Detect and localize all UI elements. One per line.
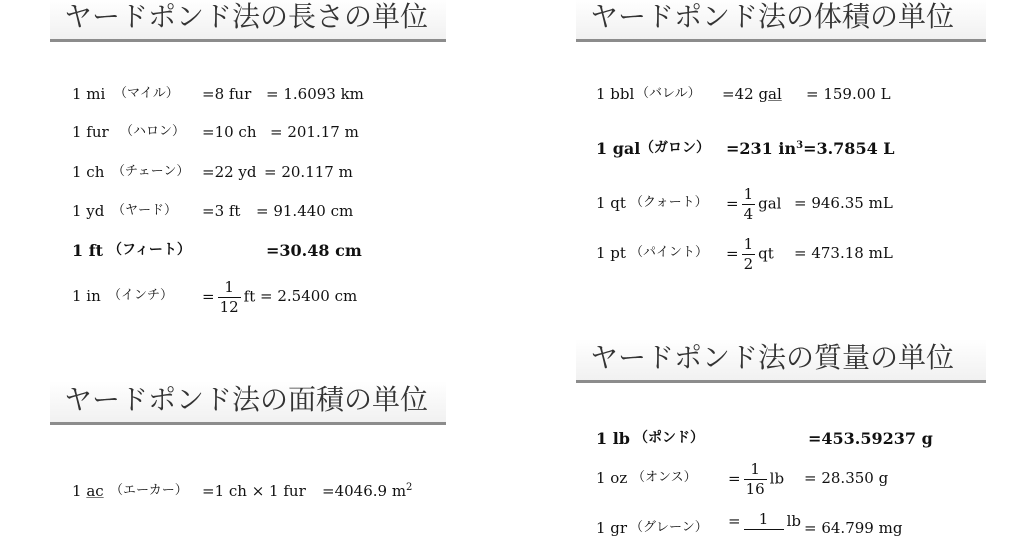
fraction-denominator: 4	[743, 205, 754, 223]
unit: 1 oz	[596, 469, 628, 487]
metric-value: = 20.117 m	[264, 163, 353, 181]
unit-name: （バレル）	[636, 86, 701, 101]
fraction-numerator: 1	[758, 510, 769, 528]
unit-name: （グレーン）	[630, 520, 708, 535]
unit-name: （インチ）	[108, 288, 174, 303]
fraction-unit: ft	[243, 287, 256, 306]
fraction-denominator	[744, 529, 784, 532]
unit-name: （オンス）	[632, 470, 697, 485]
fraction	[744, 462, 767, 497]
fraction-numerator: 1	[224, 278, 234, 296]
metric-value: = 159.00 L	[806, 85, 891, 103]
metric-value: = 91.440 cm	[256, 202, 354, 220]
area-section-title: ヤードポンド法の面積の単位	[50, 381, 446, 425]
unit-name: （チェーン）	[112, 164, 190, 179]
mass-section-title: ヤードポンド法の質量の単位	[576, 339, 986, 383]
equivalent: =22 yd	[202, 163, 257, 181]
equivalent: =1 ch × 1 fur	[202, 482, 306, 500]
metric-value	[322, 484, 412, 499]
metric-value: = 1.6093 km	[266, 85, 364, 103]
equivalent-number: =42	[722, 85, 754, 103]
equivalent	[728, 462, 784, 497]
unit: 1 bbl	[596, 85, 635, 103]
unit-abbreviation: ac	[86, 482, 104, 500]
equivalent	[726, 187, 781, 222]
metric-value: = 64.799 mg	[804, 519, 903, 537]
unit: 1 pt	[596, 244, 626, 262]
unit: 1 lb	[596, 429, 630, 448]
fraction-denominator: 2	[743, 255, 754, 273]
fraction-numerator: 1	[750, 460, 760, 478]
unit: 1 gr	[596, 519, 628, 537]
metric-value: = 28.350 g	[804, 469, 889, 487]
metric-number: =4046.9 m	[322, 482, 407, 500]
unit-name: （クォート）	[630, 195, 708, 210]
superscript: 3	[796, 140, 804, 151]
fraction-denominator: 16	[745, 480, 765, 498]
fraction-unit: lb	[786, 512, 801, 530]
fraction	[744, 512, 784, 532]
equivalent	[726, 237, 774, 272]
unit-name: （マイル）	[114, 86, 179, 101]
equivalent: =8 fur	[202, 85, 252, 103]
equivalent	[728, 512, 801, 532]
metric-value: =453.59237 g	[808, 429, 933, 448]
equals-sign: =	[728, 512, 741, 530]
equals-sign: =	[726, 194, 739, 213]
fraction-denominator: 12	[219, 298, 239, 316]
unit	[72, 484, 104, 499]
unit-name: （パイント）	[630, 245, 709, 260]
unit-name: （ハロン）	[120, 124, 186, 139]
fraction	[742, 187, 756, 222]
fraction-unit: lb	[769, 469, 785, 488]
equivalent: =3 ft	[202, 202, 241, 220]
equivalent	[202, 280, 255, 315]
metric-value: = 2.5400 cm	[260, 287, 358, 305]
metric-value: = 201.17 m	[270, 123, 359, 141]
metric-value: = 946.35 mL	[794, 194, 893, 212]
metric-value: =3.7854 L	[803, 139, 895, 158]
volume-section-title: ヤードポンド法の体積の単位	[576, 0, 986, 42]
unit-name: （フィート）	[108, 242, 191, 258]
metric-value: = 473.18 mL	[794, 244, 893, 262]
unit-name: （ヤード）	[112, 203, 178, 218]
equivalent-number: =231 in	[726, 139, 797, 158]
equivalent: =10 ch	[202, 123, 257, 141]
equivalent	[726, 141, 895, 157]
fraction-numerator: 1	[743, 185, 754, 203]
equivalent-unit-abbreviation: gal	[758, 85, 782, 103]
superscript: 2	[406, 482, 413, 493]
fraction-numerator: 1	[743, 235, 754, 253]
fraction	[218, 280, 241, 315]
equals-sign: =	[728, 469, 741, 488]
unit: 1 yd	[72, 202, 105, 220]
unit: 1 in	[72, 287, 101, 305]
unit: 1 gal	[596, 139, 641, 158]
unit: 1 fur	[72, 123, 109, 141]
fraction	[742, 237, 756, 272]
equivalent	[722, 87, 782, 102]
fraction-unit: gal	[758, 194, 782, 213]
unit: 1 ch	[72, 163, 105, 181]
equals-sign: =	[726, 244, 739, 263]
equals-sign: =	[202, 287, 215, 306]
unit-number: 1	[72, 482, 82, 500]
fraction-unit: qt	[758, 244, 774, 263]
metric-value: =30.48 cm	[266, 241, 362, 260]
unit: 1 mi	[72, 85, 106, 103]
unit-name: （エーカー）	[110, 483, 188, 498]
length-section-title: ヤードポンド法の長さの単位	[50, 0, 446, 42]
unit: 1 ft	[72, 241, 103, 260]
unit-name: （ポンド）	[634, 430, 704, 446]
unit-name: （ガロン）	[640, 140, 710, 156]
unit: 1 qt	[596, 194, 626, 212]
